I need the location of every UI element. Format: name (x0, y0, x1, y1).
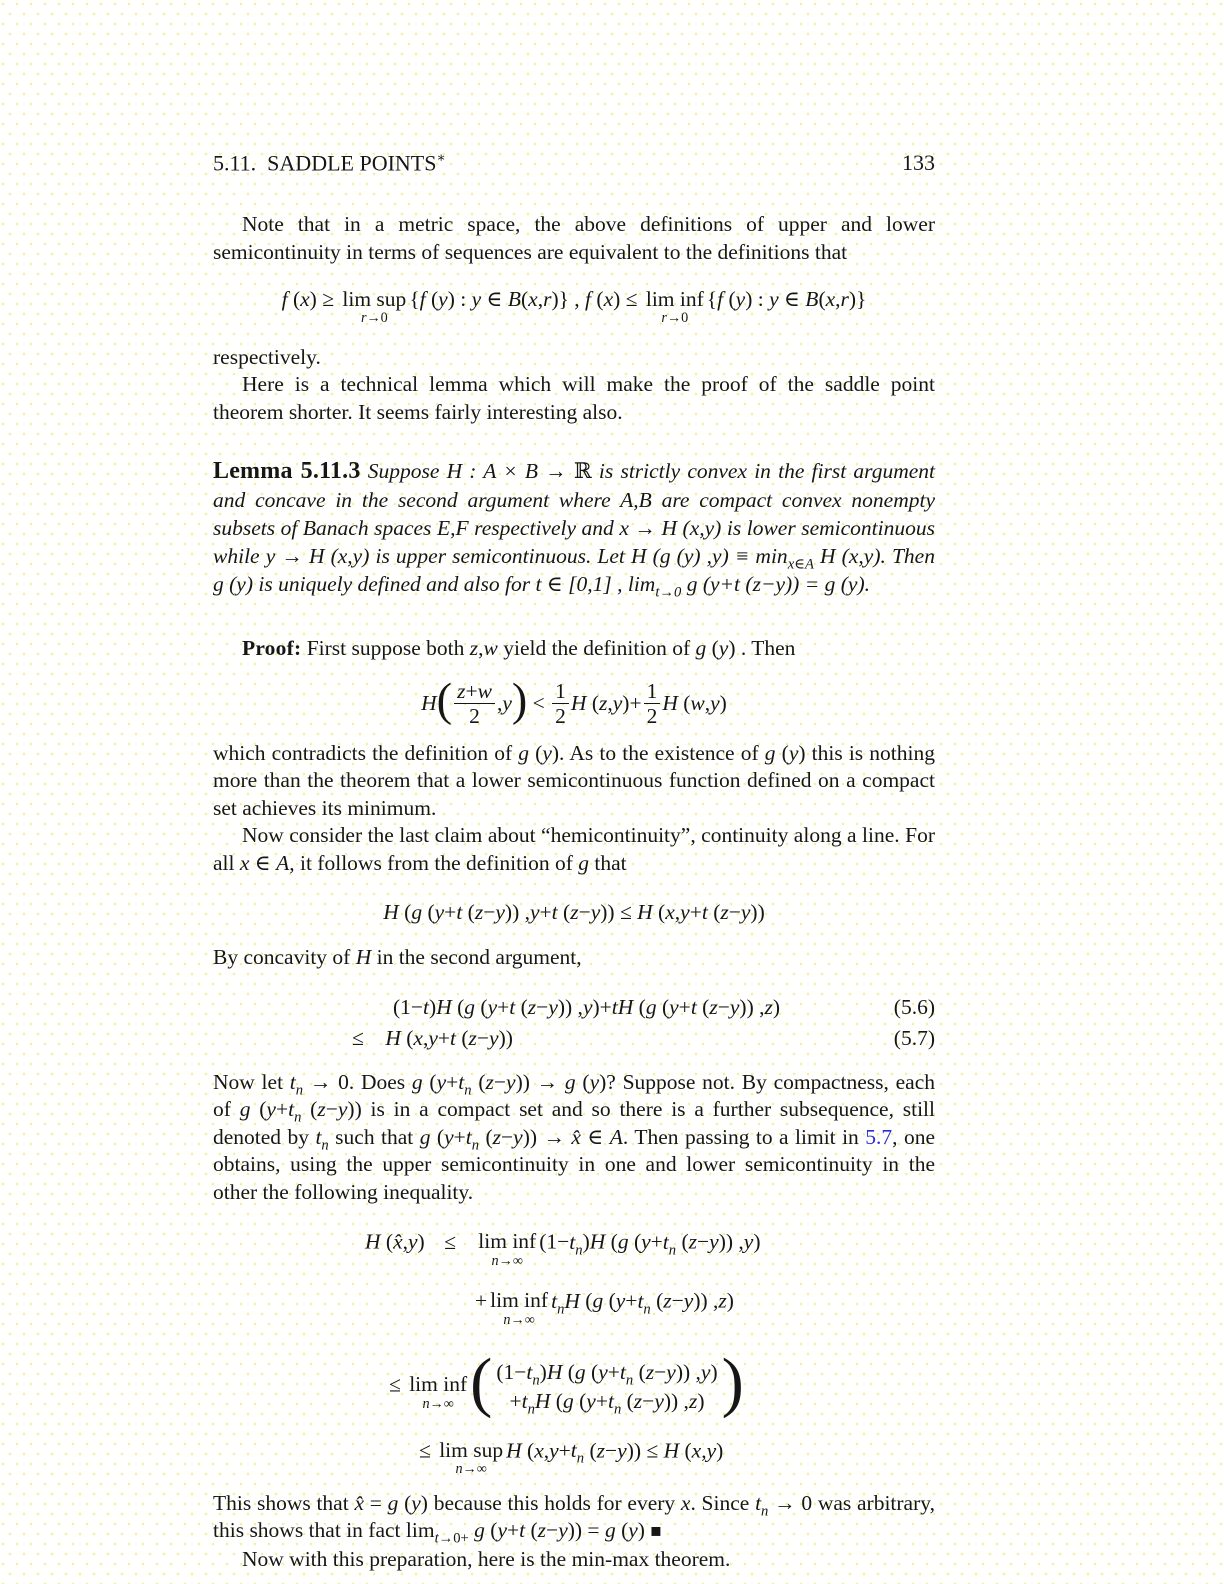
inequality-row-4: ≤ lim sup n→∞ H ($x,y+t_n$ (z−y)) ≤ H (x,y) (419, 1437, 724, 1478)
paragraph-contradicts: which contradicts the definition of g (y). As to the existence of g (y) this is nothing more than the theorem that a lower semicontinuous function defined on a compact set achieves its minimum. (213, 740, 935, 820)
lemma-label: Lemma 5.11.3 (213, 458, 361, 485)
qed-square: ■ (650, 1521, 662, 1542)
paragraph-proof: Proof: First suppose both z,w yield the definition of g (y) . Then (242, 636, 796, 661)
ref-5-7-link[interactable]: 5.7 (865, 1124, 893, 1149)
paragraph-now-let: Now let $t_n \to 0$. Does g ($y+t_n$ (z−y)) → g (y)? Suppose not. By compactness, each of g ($y+t_n$ (z−y)) is in a compact set and so there is a further subsequence, still denoted by $t_n$ such that g ($y+t_n$ (z−y)) → x̂ ∈ A. Then passing to a limit in 5.7, one obtains, using the upper semicontinuity in one and lower semicontinuity in the other the following inequality. (213, 1069, 935, 1204)
paragraph-concavity: By concavity of H in the second argument, (213, 945, 582, 970)
paragraph-technical-lemma: Here is a technical lemma which will make the proof of the saddle point theorem shorter. It seems fairly interesting also. (213, 372, 935, 424)
page-header (213, 150, 935, 176)
equation-5-7-body: ≤ H (x,y+t (z−y)) (352, 1025, 513, 1050)
lemma-5-11-3 (213, 457, 935, 601)
page-number: 133 (902, 150, 935, 176)
paragraph-note: Note that in a metric space, the above definitions of upper and lower semicontinuity in terms of sequences are equivalent to the definitions that (213, 212, 935, 264)
equation-5-7 (213, 1023, 935, 1054)
inequality-row-2: + lim inf n→∞ $t_nH$ (g ($y+t_n$ (z−y)) ,z) (475, 1288, 734, 1328)
equation-number-5-7: (5.7) (893, 1025, 935, 1050)
lemma-body: Suppose H : A × B → ℝ is strictly convex in the first argument and concave in the second argument where A,B are compact convex nonempty subsets of Banach spaces E,F respectively and x → H (x,y) is lower semicontinuous while y → H (x,y) is upper semicontinuous. Let H (g (y) $,y) \equiv \min_{x\in A} H$ (x,y). Then g (y) is uniquely defined and also for t ∈ [0,1] , $\lim_{t\to 0} g$ (y+t (z−y)) = g (y). (213, 459, 935, 601)
equation-5-6-body: (1−t)H (g (y+t (z−y)) ,y)+tH (g (y+t (z−y)) ,z) (393, 994, 781, 1019)
inequality-row-3: ≤ lim inf n→∞ ( $(1-t_n)H$ (g ($y+t_n$ (z−y)) ,y) $+t_nH$ (g ($y+t_n$ (z−y)) ,z) ) (389, 1346, 744, 1420)
equation-5-6 (213, 992, 935, 1023)
paragraph-conclusion: This shows that x̂ = g (y) because this holds for every x. Since $t_n \to 0$ was arbitrary, this shows that in fact $\lim_{t\to 0+} g$ (y+t (z−y)) = g (y) ■ (213, 1490, 935, 1547)
equation-number-5-6: (5.6) (893, 994, 935, 1019)
equation-strict-convexity: H( $\frac{z+w}{2}$ ,y) < $\frac{1}{2}$ H (z,y)+ $\frac{1}{2}$ H (w,y) (421, 674, 727, 728)
equation-group-5-6-5-7 (213, 992, 935, 1054)
section-header: 5.11. SADDLE POINTS∗ (213, 150, 446, 176)
paragraph-minmax-intro: Now with this preparation, here is the min-max theorem. (242, 1546, 731, 1571)
equation-g-definition: H (g (y+t (z−y)) ,y+t (z−y)) ≤ H (x,y+t (z−y)) (383, 900, 765, 925)
equation-semicontinuity: f (x) ≥ lim sup r→0 {f (y) : y ∈ B(x,r)} , f (x) ≤ lim inf r→0 {f (y) : y ∈ B(x,r)} (281, 286, 867, 327)
paragraph-hemicontinuity: Now consider the last claim about “hemicontinuity”, continuity along a line. For all x ∈ A, it follows from the definition of g that (213, 823, 935, 875)
equation-inequality-chain (213, 1230, 935, 1477)
inequality-row-1: H (x̂,y) ≤ lim inf n→∞ $(1-t_n)H$ (g ($y+t_n$ (z−y)) ,y) (365, 1229, 761, 1269)
paragraph-respectively: respectively. (213, 344, 321, 369)
